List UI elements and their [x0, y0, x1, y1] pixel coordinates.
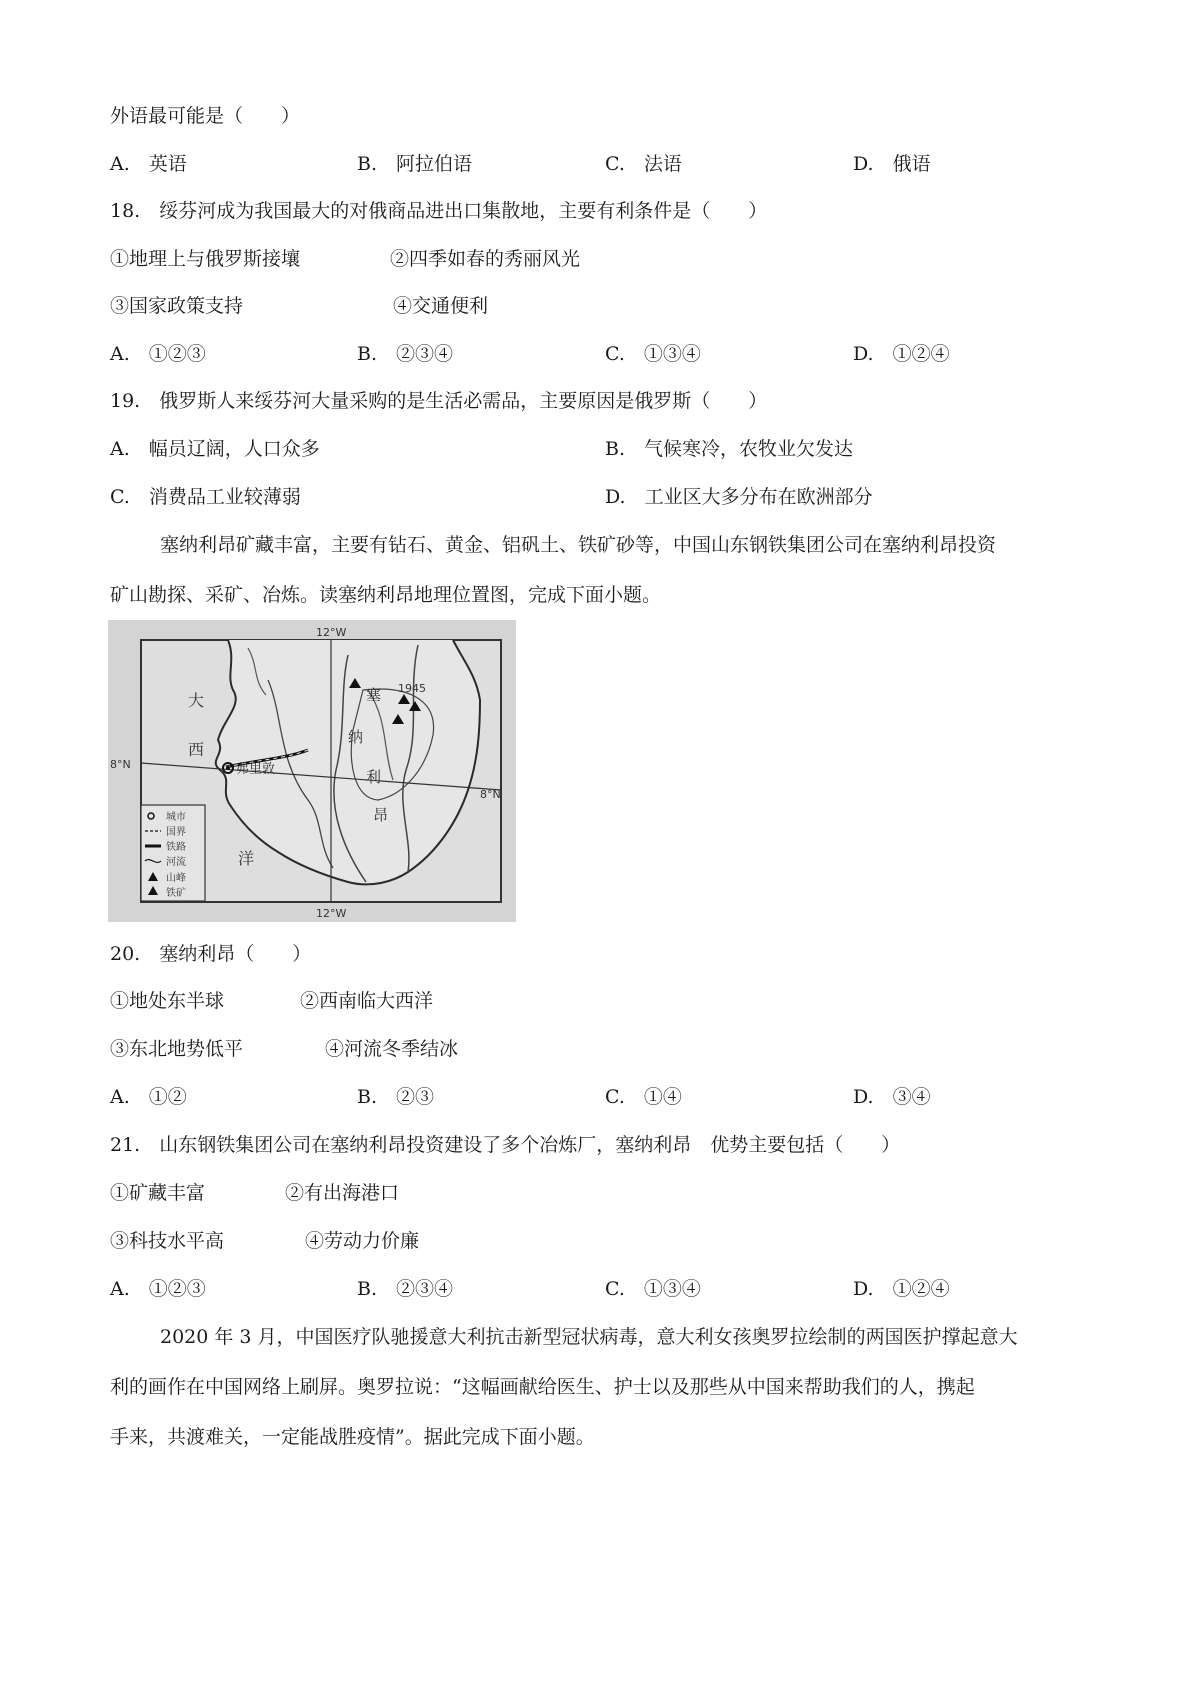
q21-option-b: B. ②③④ [357, 1278, 454, 1300]
map-legend [141, 805, 205, 901]
q18-item-4: ④交通便利 [393, 295, 489, 317]
map-left-parallel-label: 8°N [110, 758, 131, 771]
passage-sierra-leone-line-2: 矿山勘探、采矿、冶炼。读塞纳利昂地理位置图，完成下面小题。 [110, 584, 662, 606]
legend-railway: 铁路 [166, 842, 186, 853]
map-country-char-2: 纳 [348, 728, 364, 746]
q21-item-2: ②有出海港口 [285, 1182, 400, 1204]
q19-option-c: C. 消费品工业较薄弱 [110, 486, 301, 508]
q20-item-1: ①地处东半球 [110, 990, 225, 1012]
legend-border: 国界 [166, 827, 186, 838]
q20-item-2: ②西南临大西洋 [300, 990, 434, 1012]
map-ocean-char-1: 大 [188, 691, 205, 710]
legend-river: 河流 [166, 857, 186, 868]
passage-italy-line-2: 利的画作在中国网络上刷屏。奥罗拉说：“这幅画献给医生、护士以及那些从中国来帮助我们的人，携起 [110, 1376, 975, 1398]
legend-city: 城市 [166, 812, 186, 823]
passage-sierra-leone-line-1: 塞纳利昂矿藏丰富，主要有钻石、黄金、铝矾土、铁矿砂等，中国山东钢铁集团公司在塞纳利昂投资 [160, 534, 997, 556]
legend-iron-mine: 铁矿 [166, 888, 186, 899]
map-ocean-char-3: 洋 [238, 849, 255, 868]
q17-option-c: C. 法语 [605, 153, 682, 175]
q18-stem: 18. 绥芬河成为我国最大的对俄商品进出口集散地，主要有利条件是（ ） [110, 200, 768, 222]
q17-option-d: D. 俄语 [853, 153, 931, 175]
q21-item-4: ④劳动力价廉 [305, 1230, 420, 1252]
map-right-parallel-label: 8°N [480, 788, 501, 801]
q20-item-4: ④河流冬季结冰 [325, 1038, 459, 1060]
q21-item-3: ③科技水平高 [110, 1230, 225, 1252]
map-country-char-1: 塞 [366, 686, 382, 704]
passage-italy-line-3: 手来，共渡难关，一定能战胜疫情”。据此完成下面小题。 [110, 1426, 595, 1448]
map-peak-elevation-label: 1945 [398, 682, 426, 695]
q18-option-c: C. ①③④ [605, 343, 701, 365]
map-top-meridian-label: 12°W [316, 626, 347, 639]
map-ocean-char-2: 西 [188, 740, 205, 759]
q19-option-a: A. 幅员辽阔，人口众多 [110, 438, 320, 460]
q17-stem-tail: 外语最可能是（ ） [110, 105, 301, 127]
q18-item-1: ①地理上与俄罗斯接壤 [110, 248, 301, 270]
q20-option-b: B. ②③ [357, 1086, 435, 1108]
passage-italy-line-1: 2020 年 3 月，中国医疗队驰援意大利抗击新型冠状病毒，意大利女孩奥罗拉绘制的两国医护撑起意大 [160, 1326, 1018, 1348]
map-country-char-3: 利 [366, 768, 382, 786]
q18-item-3: ③国家政策支持 [110, 295, 244, 317]
q20-stem: 20. 塞纳利昂（ ） [110, 943, 312, 965]
q21-option-d: D. ①②④ [853, 1278, 950, 1300]
q19-option-d: D. 工业区大多分布在欧洲部分 [605, 486, 873, 508]
q20-option-a: A. ①② [110, 1086, 187, 1108]
q19-option-b: B. 气候寒冷，农牧业欠发达 [605, 438, 854, 460]
q20-option-c: C. ①④ [605, 1086, 682, 1108]
q18-option-a: A. ①②③ [110, 343, 206, 365]
q21-option-a: A. ①②③ [110, 1278, 206, 1300]
q18-item-2: ②四季如春的秀丽风光 [390, 248, 581, 270]
map-bottom-meridian-label: 12°W [316, 907, 347, 920]
q21-stem: 21. 山东钢铁集团公司在塞纳利昂投资建设了多个冶炼厂，塞纳利昂 优势主要包括（ ） [110, 1134, 901, 1156]
q17-option-a: A. 英语 [110, 153, 187, 175]
legend-peak: 山峰 [166, 873, 186, 884]
q21-item-1: ①矿藏丰富 [110, 1182, 206, 1204]
q20-option-d: D. ③④ [853, 1086, 931, 1108]
q21-option-c: C. ①③④ [605, 1278, 701, 1300]
q18-option-b: B. ②③④ [357, 343, 454, 365]
map-country-char-4: 昂 [373, 806, 389, 824]
q19-stem: 19. 俄罗斯人来绥芬河大量采购的是生活必需品，主要原因是俄罗斯（ ） [110, 390, 768, 412]
q17-option-b: B. 阿拉伯语 [357, 153, 473, 175]
sierra-leone-location-map [108, 620, 516, 922]
q20-item-3: ③东北地势低平 [110, 1038, 244, 1060]
map-city-label: 弗里敦 [236, 762, 276, 777]
q18-option-d: D. ①②④ [853, 343, 950, 365]
